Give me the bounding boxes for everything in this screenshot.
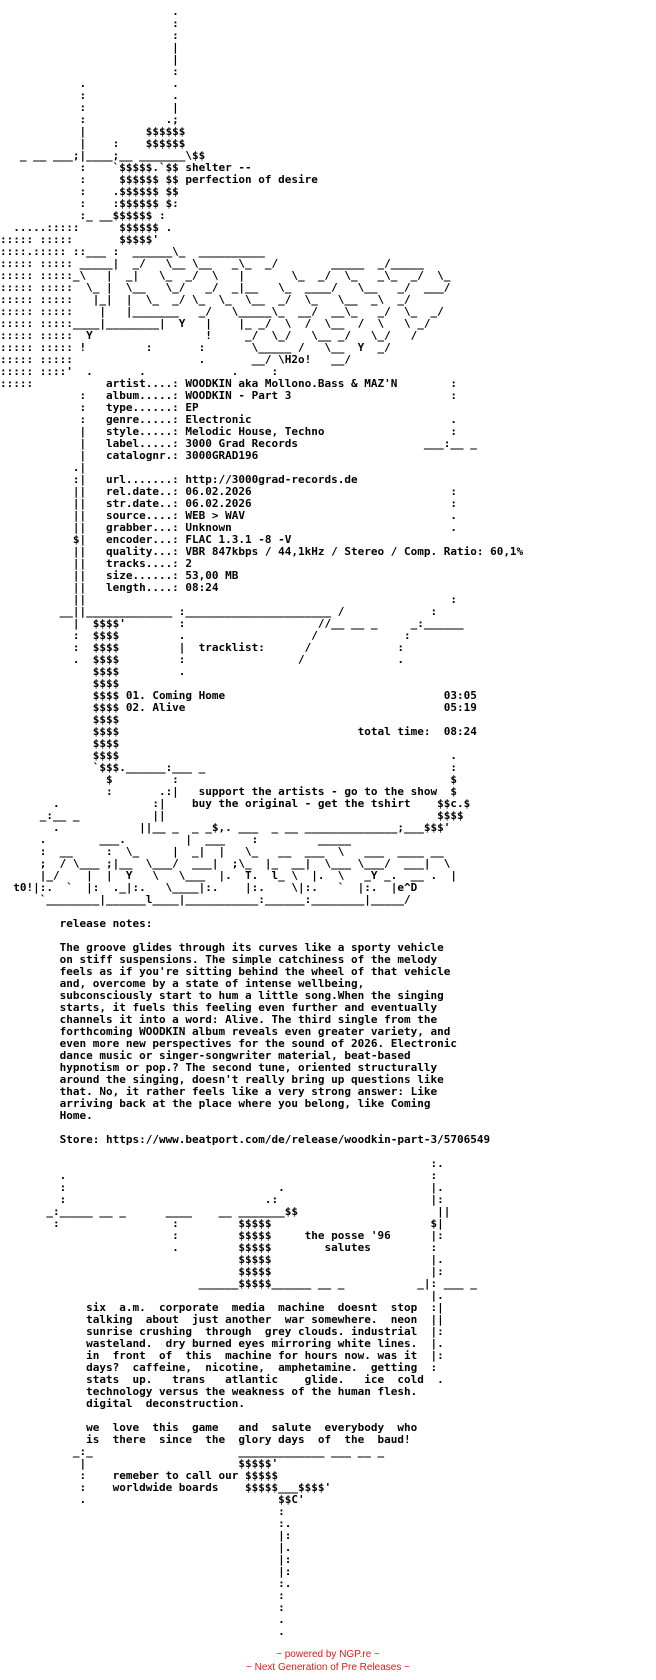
nfo-line: : $$$$$$ $$ perfection of desire: [0, 173, 318, 186]
nfo-line: _ __ ___;|____;__ _______\$$: [0, 149, 206, 162]
nfo-line: .: [0, 6, 179, 18]
nfo-line: $$$$ .: [0, 665, 186, 678]
nfo-line: around the singing, doesn't really bring up questions like: [0, 1073, 444, 1086]
nfo-line: ; / \___ ;|__ \___/ ___| ;\_ |_ __| \___ \___/ ___| \: [0, 857, 451, 870]
nfo-line: release notes:: [0, 917, 153, 930]
nfo-line: ::::: ::::: Y ! _/ \_/ \__ _/ \_/ /: [0, 329, 418, 342]
nfo-line: channels it into a word: Alive. The third single from the: [0, 1013, 438, 1026]
nfo-line: on stiff suspensions. The simple catchiness of the melody: [0, 953, 438, 966]
nfo-line: || :: [0, 593, 457, 606]
nfo-line: :: [0, 1505, 285, 1518]
nfo-line: and, overcome by a state of intense wellbeing,: [0, 977, 365, 990]
nfo-line: | style.....: Melodic House, Techno :: [0, 425, 457, 438]
nfo-line: || length....: 08:24: [0, 581, 219, 594]
nfo-line: |_/ | | Y \ \___ |. T. l_ \ |. \ _Y _. __ . |: [0, 869, 457, 882]
nfo-line: : : $$$$$ $|: [0, 1217, 444, 1230]
nfo-line: .: [0, 1613, 285, 1626]
nfo-line: ::::: :::::_\ | _| \_ _/ \ | \_ _/ \_ _\_ _/ \_: [0, 269, 451, 282]
nfo-line: ::::: ::::' . . . :: [0, 365, 279, 378]
nfo-line: _:_ _____________ ___ __ _: [0, 1445, 385, 1458]
nfo-line: : __ : \_ | _| | \_ __ ___ \ ___ ____ __: [0, 845, 444, 858]
nfo-line: : `$$$$$.`$$ shelter --: [0, 161, 252, 174]
nfo-line: :_ __$$$$$$ :: [0, 209, 166, 222]
nfo-line: |: [0, 41, 179, 54]
nfo-line: . :: [0, 1169, 438, 1182]
nfo-line: :.: [0, 1157, 444, 1170]
nfo-line: _:_____ __ _ ____ __ _______$$ ||: [0, 1205, 451, 1218]
nfo-line: is there since the glory days of the baud!: [0, 1433, 411, 1446]
nfo-line: .....::::: $$$$$$ .: [0, 221, 173, 234]
nfo-line: $$$$ total time: 08:24: [0, 725, 477, 738]
nfo-line: $$$$: [0, 737, 120, 750]
nfo-line: ::::: artist....: WOODKIN aka Mollono.Bass & MAZ'N :: [0, 377, 457, 390]
nfo-line: $$$$ 02. Alive 05:19: [0, 701, 477, 714]
nfo-line: ::::: ::::: |_| | \_ _/ \_ \_ \__ _/ \_ \__ _\ _/: [0, 293, 411, 306]
nfo-line: . $$$$ : / .: [0, 653, 404, 666]
nfo-line: six a.m. corporate media machine doesnt stop :|: [0, 1301, 444, 1314]
nfo-line: : album.....: WOODKIN - Part 3 :: [0, 389, 457, 402]
nfo-line: t0!|:. ` |: ._|:. \____|:. |:. \|:. ` |:. |e^D: [0, 881, 418, 894]
nfo-line: ::::: ::::: . __/ \H2o! __/: [0, 353, 351, 366]
nfo-line: || size......: 53,00 MB: [0, 569, 239, 582]
nfo-line: arriving back at the place where you belong, like Coming: [0, 1097, 431, 1110]
nfo-line: . ___. | ___ : _____: [0, 833, 351, 846]
nfo-line: : .:| support the artists - go to the show $: [0, 785, 457, 798]
nfo-line: :: [0, 65, 179, 78]
nfo-line: $$$$$ |.: [0, 1253, 444, 1266]
nfo-line: ::::: :::::____|________| Y | |_ _/ \ / \__ / \ \ _/: [0, 317, 431, 330]
nfo-line: : |: [0, 101, 179, 114]
nfo-line: || grabber...: Unknown .: [0, 521, 457, 534]
nfo-line: |: [0, 53, 179, 66]
nfo-line: _:__ _ || $$$$: [0, 809, 464, 822]
nfo-line: `$$$.______:___ _ :: [0, 761, 457, 774]
nfo-line: $$$$: [0, 713, 120, 726]
nfo-line: : .: [0, 89, 179, 102]
nfo-line: | catalognr.: 3000GRAD196: [0, 449, 259, 462]
nfo-line: || source....: WEB > WAV .: [0, 509, 457, 522]
nfo-line: || rel.date..: 06.02.2026 :: [0, 485, 457, 498]
nfo-line: || str.date..: 06.02.2026 :: [0, 497, 457, 510]
nfo-line: |.: [0, 1541, 292, 1554]
nfo-line: $$$$ 01. Coming Home 03:05: [0, 689, 477, 702]
nfo-line: digital deconstruction.: [0, 1397, 246, 1410]
nfo-line: $$$$$ |:: [0, 1265, 444, 1278]
nfo-line: ::::: ::::: _____| _/ \__ \__ _\_ _/ _____ _/_____: [0, 257, 424, 270]
nfo-line: feels as if you're sitting behind the wheel of that vehicle: [0, 965, 451, 978]
nfo-line: . $$C': [0, 1493, 305, 1506]
nfo-line: : :$$$$$$ $:: [0, 197, 179, 210]
nfo-line: even more new perspectives for the sound of 2026. Electronic: [0, 1037, 457, 1050]
nfo-line: The groove glides through its curves like a sporty vehicle: [0, 941, 444, 954]
nfo-line: |:: [0, 1553, 292, 1566]
nfo-line: :: [0, 1589, 285, 1602]
nfo-line: || tracks....: 2: [0, 557, 193, 570]
nfo-line: ______$$$$$______ __ _ _|: ___ _: [0, 1277, 477, 1290]
nfo-line: ::::.::::: ::___ : ______\_ __________: [0, 245, 265, 258]
nfo-line: ::::: ::::: $$$$$': [0, 233, 159, 246]
ngp-tagline-link[interactable]: ~ Next Generation of Pre Releases ~: [246, 1662, 410, 1673]
nfo-line: : .;: [0, 113, 179, 126]
nfo-line: `________|______l____|___________:______:________|_____/: [0, 893, 411, 906]
nfo-line: in front of this machine for hours now. was it |:: [0, 1349, 444, 1362]
nfo-line: . :| buy the original - get the tshirt $$c.$: [0, 797, 471, 810]
nfo-line: Home.: [0, 1109, 93, 1122]
nfo-line: starts, it fuels this feeling even further and eventually: [0, 1001, 438, 1014]
nfo-line: ::::: ::::: ! : : \_____ / \__ Y _/: [0, 341, 391, 354]
nfo-line: $$$$: [0, 677, 120, 690]
nfo-line: .|: [0, 461, 87, 474]
nfo-line: |:: [0, 1565, 292, 1578]
nfo-line: $$$$ .: [0, 749, 457, 762]
nfo-line: stats up. trans atlantic glide. ice cold .: [0, 1373, 444, 1386]
nfo-line: : $$$$ . / :: [0, 629, 411, 642]
nfo-line: we love this game and salute everybody who: [0, 1421, 418, 1434]
nfo-line: .: [0, 1625, 285, 1638]
nfo-line: | label.....: 3000 Grad Records ___:__ _: [0, 437, 477, 450]
nfo-line: sunrise crushing through grey clouds. industrial |:: [0, 1325, 444, 1338]
nfo-line: :| url.......: http://3000grad-records.de: [0, 473, 358, 486]
nfo-line: :: [0, 29, 179, 42]
nfo-line: __||_____________ :______________________ / :: [0, 605, 438, 618]
powered-by-link[interactable]: ~ powered by NGP.re ~: [276, 1649, 380, 1660]
nfo-line: . .: [0, 77, 179, 90]
nfo-line: : .$$$$$$ $$: [0, 185, 179, 198]
nfo-line: : $$$$ | tracklist: / :: [0, 641, 404, 654]
nfo-line: . $$$$$ salutes :: [0, 1241, 438, 1254]
nfo-text-block: [0, 6, 656, 1638]
nfo-line: wasteland. dry burned eyes mirroring white lines. |.: [0, 1337, 444, 1350]
nfo-line: . ||__ _ _ _$,. ___ _ __ ______________;___$$$': [0, 821, 451, 834]
nfo-line: | : $$$$$$: [0, 137, 186, 150]
nfo-line: subconsciously start to hum a little song.When the singing: [0, 989, 444, 1002]
nfo-line: ::::: ::::: \_ | \__ \_/ _/ _|__ \_ ____/ \__ _/ ___/: [0, 281, 451, 294]
nfo-line: :.: [0, 1577, 292, 1590]
nfo-line: $| encoder...: FLAC 1.3.1 -8 -V: [0, 533, 292, 546]
nfo-line: forthcoming WOODKIN album reveals even greater variety, and: [0, 1025, 451, 1038]
nfo-line: technology versus the weakness of the human flesh.: [0, 1385, 418, 1398]
nfo-line: that. No, it rather feels like a very strong answer: Like: [0, 1085, 438, 1098]
nfo-line: : remeber to call our $$$$$: [0, 1469, 279, 1482]
nfo-line: : .: |:: [0, 1193, 444, 1206]
nfo-line: |.: [0, 1289, 444, 1302]
nfo-line: :.: [0, 1517, 292, 1530]
footer: [0, 1648, 656, 1674]
nfo-line: :: [0, 1601, 285, 1614]
nfo-line: : $$$$$ the posse '96 |:: [0, 1229, 444, 1242]
nfo-line: talking about just another war somewhere. neon ||: [0, 1313, 444, 1326]
nfo-line: Store: https://www.beatport.com/de/release/woodkin-part-3/5706549: [0, 1133, 491, 1146]
nfo-line: hypnotism or pop.? The second tune, oriented structurally: [0, 1061, 438, 1074]
nfo-line: |:: [0, 1529, 292, 1542]
nfo-line: days? caffeine, nicotine, amphetamine. getting :: [0, 1361, 438, 1374]
nfo-line: || quality...: VBR 847kbps / 44,1kHz / Stereo / Comp. Ratio: 60,1%: [0, 545, 524, 558]
nfo-line: $ : $: [0, 773, 457, 786]
nfo-line: | $$$$$$: [0, 125, 186, 138]
nfo-line: : worldwide boards $$$$$___$$$$': [0, 1481, 332, 1494]
nfo-line: : . |.: [0, 1181, 444, 1194]
nfo-line: | $$$$' : //__ __ _ _:______: [0, 617, 464, 630]
nfo-line: : genre.....: Electronic .: [0, 413, 457, 426]
nfo-line: | $$$$$': [0, 1457, 279, 1470]
nfo-line: : type......: EP: [0, 401, 199, 414]
nfo-line: :: [0, 17, 179, 30]
nfo-line: ::::: ::::: | |_______ _/ \_____\_ __/ __\_ _/ \_ _/: [0, 305, 444, 318]
nfo-line: dance music or singer-songwriter material, beat-based: [0, 1049, 411, 1062]
